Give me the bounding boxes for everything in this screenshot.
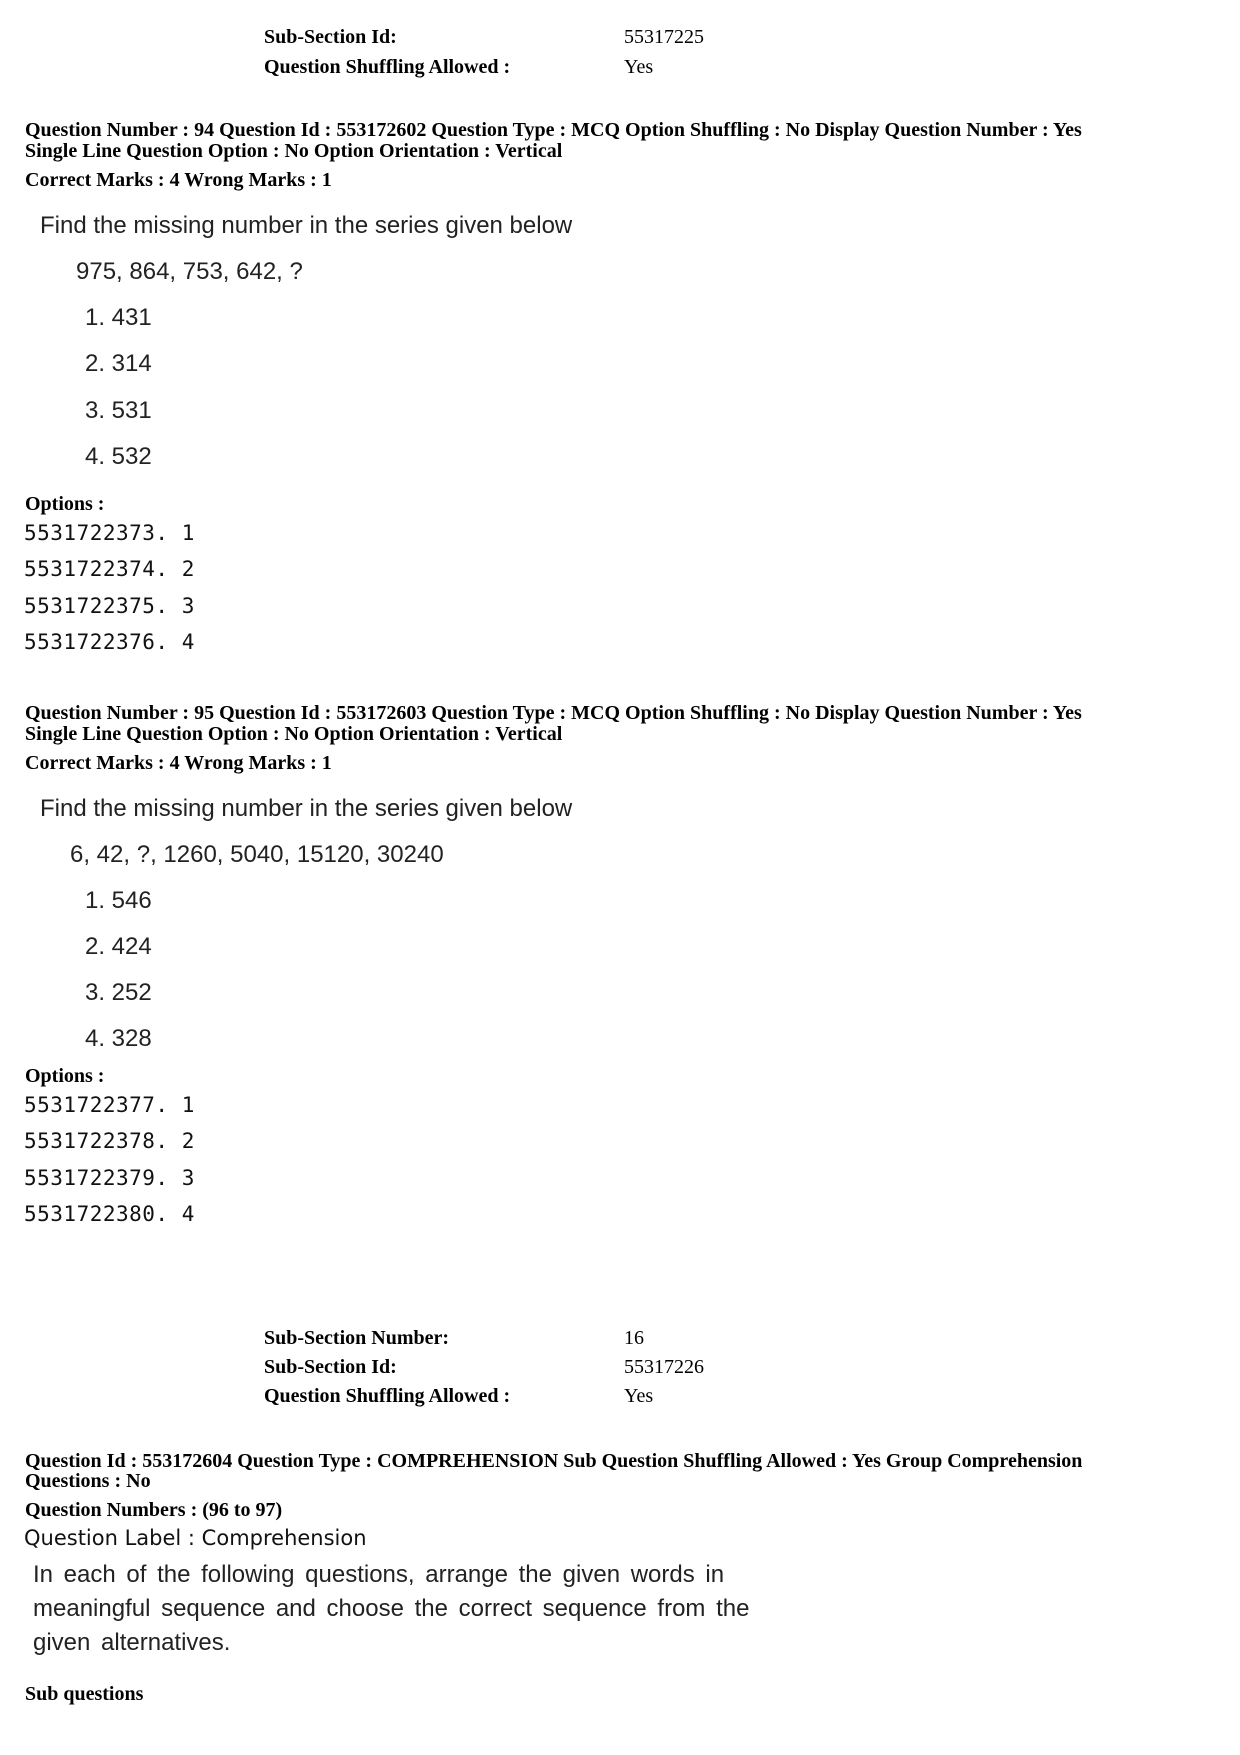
question-meta-line1: Question Number : 95 Question Id : 553172603 Question Type : MCQ Option Shuffling : No Display Question Number : Yes — [25, 702, 1082, 724]
question-numbers: Question Numbers : (96 to 97) — [25, 1499, 283, 1521]
question-series: 975, 864, 753, 642, ? — [76, 258, 303, 285]
comprehension-passage: In each of the following questions, arrange the given words in meaningful sequence and choose the correct sequence from the given alternatives. — [33, 1561, 750, 1656]
option-row: 5531722373. 1 — [24, 521, 195, 545]
choice-4: 4. 532 — [85, 443, 152, 470]
question-meta-line1: Question Id : 553172604 Question Type : COMPREHENSION Sub Question Shuffling Allowed : Yes Group Comprehension — [25, 1450, 1083, 1472]
question-shuffling-value: Yes — [624, 56, 654, 78]
sub-questions-heading: Sub questions — [25, 1683, 144, 1705]
option-row: 5531722377. 1 — [24, 1093, 195, 1117]
question-marks: Correct Marks : 4 Wrong Marks : 1 — [25, 169, 332, 191]
subsection-id-label: Sub-Section Id: — [264, 1356, 397, 1378]
subsection-id-value: 55317225 — [624, 26, 704, 48]
question-prompt: Find the missing number in the series given below — [40, 212, 573, 239]
options-label: Options : — [25, 1065, 105, 1087]
choice-2: 2. 314 — [85, 350, 152, 377]
question-label: Question Label : Comprehension — [24, 1526, 367, 1550]
option-row: 5531722378. 2 — [24, 1129, 195, 1153]
option-row: 5531722376. 4 — [24, 630, 195, 654]
choice-3: 3. 531 — [85, 397, 152, 424]
option-row: 5531722375. 3 — [24, 594, 195, 618]
choice-1: 1. 546 — [85, 887, 152, 914]
subsection-id-value: 55317226 — [624, 1356, 704, 1378]
question-meta-line2: Single Line Question Option : No Option Orientation : Vertical — [25, 140, 563, 162]
question-series: 6, 42, ?, 1260, 5040, 15120, 30240 — [70, 841, 444, 868]
subsection-id-label: Sub-Section Id: — [264, 26, 397, 48]
choice-4: 4. 328 — [85, 1025, 152, 1052]
question-meta-line2: Single Line Question Option : No Option Orientation : Vertical — [25, 723, 563, 745]
subsection-number-label: Sub-Section Number: — [264, 1327, 450, 1349]
question-prompt: Find the missing number in the series given below — [40, 795, 573, 822]
question-meta-line2: Questions : No — [25, 1470, 151, 1492]
question-shuffling-label: Question Shuffling Allowed : — [264, 1385, 511, 1407]
choice-1: 1. 431 — [85, 304, 152, 331]
options-label: Options : — [25, 493, 105, 515]
subsection-number-value: 16 — [624, 1327, 644, 1349]
choice-3: 3. 252 — [85, 979, 152, 1006]
option-row: 5531722379. 3 — [24, 1166, 195, 1190]
question-meta-line1: Question Number : 94 Question Id : 553172602 Question Type : MCQ Option Shuffling : No Display Question Number : Yes — [25, 119, 1082, 141]
question-shuffling-value: Yes — [624, 1385, 654, 1407]
option-row: 5531722380. 4 — [24, 1202, 195, 1226]
question-marks: Correct Marks : 4 Wrong Marks : 1 — [25, 752, 332, 774]
choice-2: 2. 424 — [85, 933, 152, 960]
option-row: 5531722374. 2 — [24, 557, 195, 581]
question-shuffling-label: Question Shuffling Allowed : — [264, 56, 511, 78]
